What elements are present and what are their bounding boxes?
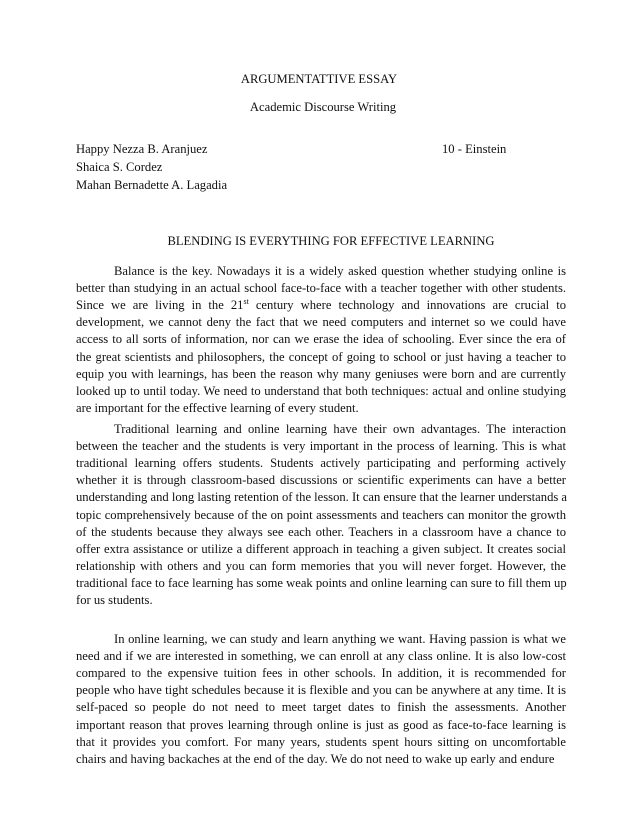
paragraph-line: need and if we are interested in something, we can enroll at any class online. It is also low-cost	[76, 649, 566, 664]
paragraph-line: Traditional learning and online learning have their own advantages. The interaction	[114, 422, 566, 436]
paragraph-line: chairs and having backaches at the end of the day. We do not need to wake up early and endure	[76, 751, 555, 766]
paragraph-line: between the teacher and the students is very important in the process of learning. This is what	[76, 439, 566, 454]
paragraph-line: self-paced so people do not need to meet target dates to finish the assessments. Another	[76, 700, 566, 715]
paragraph-line: relationship with others and you can form memories that you will never forget. However, the	[76, 558, 566, 573]
essay-type-heading: ARGUMENTATTIVE ESSAY	[240, 72, 398, 86]
essay-title: BLENDING IS EVERYTHING FOR EFFECTIVE LEARNING	[167, 234, 495, 248]
paragraph-line: that it provides you comfort. For many years, students spent hours sitting on uncomfortable	[76, 734, 566, 749]
paragraph-line: are important for the effective learning of every student.	[76, 400, 359, 415]
paragraph-line: access to all sorts of information, nor can we erase the idea of schooling. Ever since the era of	[76, 332, 566, 347]
paragraph-line: equip you with learnings, has been the reason why many geniuses were born and are currently	[76, 366, 566, 381]
paragraph-line: In online learning, we can study and learn anything we want. Having passion is what we	[114, 632, 566, 646]
paragraph-line: looked up to until today. We need to understand that both techniques: actual and online studying	[76, 383, 566, 398]
paragraph-line: better than studying in an actual school face-to-face with a teacher together with other students.	[76, 281, 566, 296]
superscript-text: st	[243, 297, 249, 306]
author-name: Mahan Bernadette A. Lagadia	[76, 178, 228, 192]
paragraph-line: offer extra assistance or utilize a different approach in teaching a given subject. It creates social	[76, 541, 566, 556]
author-name: Shaica S. Cordez	[76, 160, 163, 174]
paragraph-line: people who have tight schedules because it is flexible and you can be anywhere at any time. It is	[76, 683, 566, 698]
paragraph-line: compared to the expensive tuition fees in other schools. In addition, it is recommended for	[76, 666, 566, 681]
line-text: Since we are living in the 21	[76, 298, 244, 313]
paragraph-line: understanding and long lasting retention of the lesson. It can ensure that the learner understands a	[76, 490, 568, 505]
line-text: century where technology and innovations are crucial to	[248, 298, 566, 313]
paragraph-line: whether it is through classroom-based discussions or scientific experiments can have a better	[76, 473, 566, 488]
author-name: Happy Nezza B. Aranjuez	[76, 142, 208, 156]
paragraph-line: important reason that proves learning through online is just as good as face-to-face learning is	[76, 717, 566, 732]
paragraph-line	[76, 297, 566, 313]
paragraph-line: traditional learning offers students. Students actively participating and performing actively	[76, 456, 566, 471]
paragraph-line: traditional face to face learning has some weak points and online learning can sure to fill them up	[76, 575, 567, 590]
essay-subtitle: Academic Discourse Writing	[249, 100, 397, 114]
paragraph-line: of the students because they always see each other. Teachers in a classroom have a chance to	[76, 524, 566, 539]
paragraph-line: topic comprehensively because of the on point assessments and teachers can monitor the growth	[76, 507, 566, 522]
paragraph-line: the great scientists and philosophers, the concept of going to school or just having a teacher to	[76, 349, 566, 364]
class-section: 10 - Einstein	[442, 142, 507, 156]
paragraph-line: development, we cannot deny the fact that we need computers and internet so we could have	[76, 315, 566, 330]
paragraph-line: for us students.	[76, 593, 153, 607]
paragraph-line: Balance is the key. Nowadays it is a widely asked question whether studying online is	[114, 264, 566, 278]
